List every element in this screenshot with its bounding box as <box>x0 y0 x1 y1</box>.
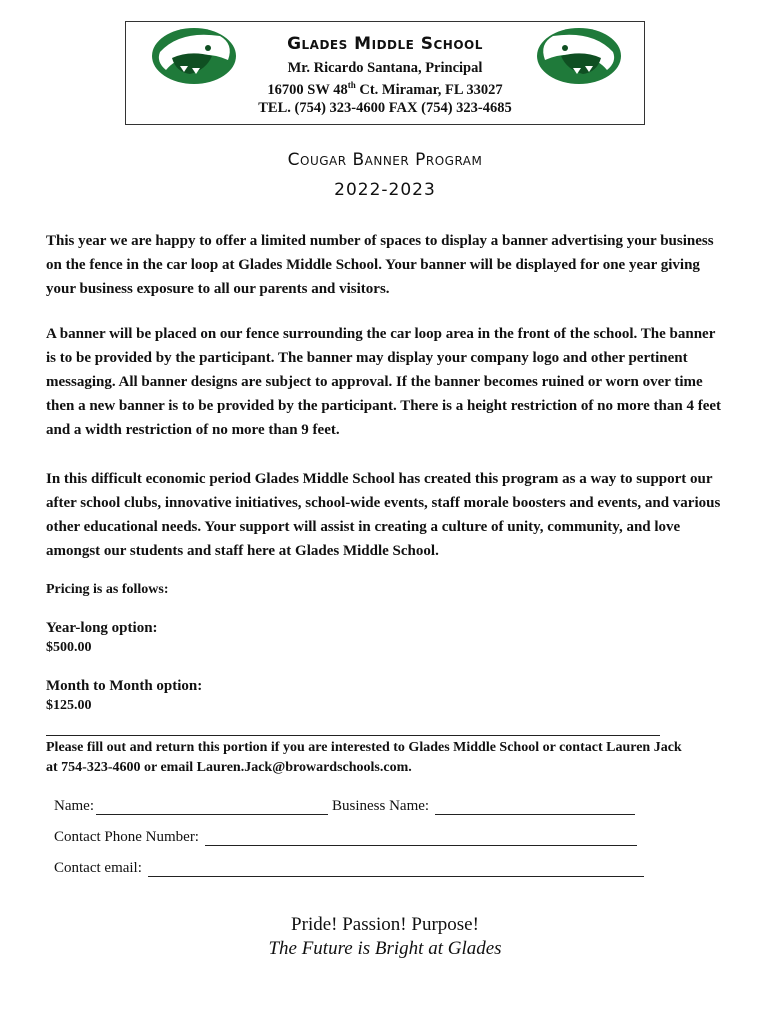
intro-paragraph: This year we are happy to offer a limited number of spaces to display a banner advertising your business on the fence in the car loop at Glades Middle School. Your banner will be displayed for one year giving your business exposure to all our parents and visitors. <box>46 233 714 297</box>
email-field[interactable] <box>148 860 644 877</box>
school-motto: Pride! Passion! Purpose! <box>291 914 479 935</box>
monthly-option-label <box>46 678 202 695</box>
yearlong-option-price: $500.00 <box>46 640 92 655</box>
monthly-option-price: $125.00 <box>46 698 92 713</box>
yearlong-option-label: Year-long option: <box>46 620 158 636</box>
phone-field[interactable] <box>205 829 637 846</box>
pricing-heading: Pricing is as follows: <box>46 582 169 597</box>
name-business-row <box>54 798 635 815</box>
monthly-option-text: Month to Month option: <box>46 678 203 694</box>
business-name-label: Business Name: <box>331 798 430 814</box>
cougar-logo-icon <box>150 22 238 86</box>
return-instructions: Please fill out and return this portion if you are interested to Glades Middle School or contact Lauren Jack at 754-323-4600 or email Lauren.Jack@browardschools.com. <box>46 740 682 775</box>
name-label: Name: <box>54 798 94 814</box>
program-title: Cougar Banner Program <box>287 150 483 170</box>
phone-row <box>54 829 637 846</box>
name-field[interactable] <box>96 798 328 815</box>
address-sup: th <box>347 80 356 90</box>
purpose-paragraph: In this difficult economic period Glades Middle School has created this program as a way to support our after school clubs, innovative initiatives, school-wide events, staff morale boosters and events, and various other educational needs. Your support will assist in creating a culture of unity, community, and love amongst our students and staff here at Glades Middle School. <box>46 471 721 559</box>
details-paragraph: A banner will be placed on our fence surrounding the car loop area in the front of the school. The banner is to be provided by the participant. The banner may display your company logo and other pertinent messaging. All banner designs are subject to approval. If the banner becomes ruined or worn over time then a new banner is to be provided by the participant. There is a height restriction of no more than 4 feet and a width restriction of no more than 9 feet. <box>46 326 721 438</box>
school-name: Glades Middle School <box>287 34 483 54</box>
school-tagline: The Future is Bright at Glades <box>268 938 502 959</box>
address-post: Ct. Miramar, FL 33027 <box>355 81 503 98</box>
section-divider <box>46 735 660 736</box>
email-label: Contact email: <box>54 860 142 876</box>
address-pre: 16700 SW 48 <box>267 81 348 98</box>
program-year: 2022-2023 <box>334 180 436 200</box>
phone-fax-line: TEL. (754) 323-4600 FAX (754) 323-4685 <box>258 100 512 116</box>
email-row <box>54 860 644 877</box>
principal-line: Mr. Ricardo Santana, Principal <box>287 60 483 76</box>
cougar-logo-icon <box>535 22 623 86</box>
business-name-field[interactable] <box>435 798 635 815</box>
phone-label: Contact Phone Number: <box>54 829 199 845</box>
